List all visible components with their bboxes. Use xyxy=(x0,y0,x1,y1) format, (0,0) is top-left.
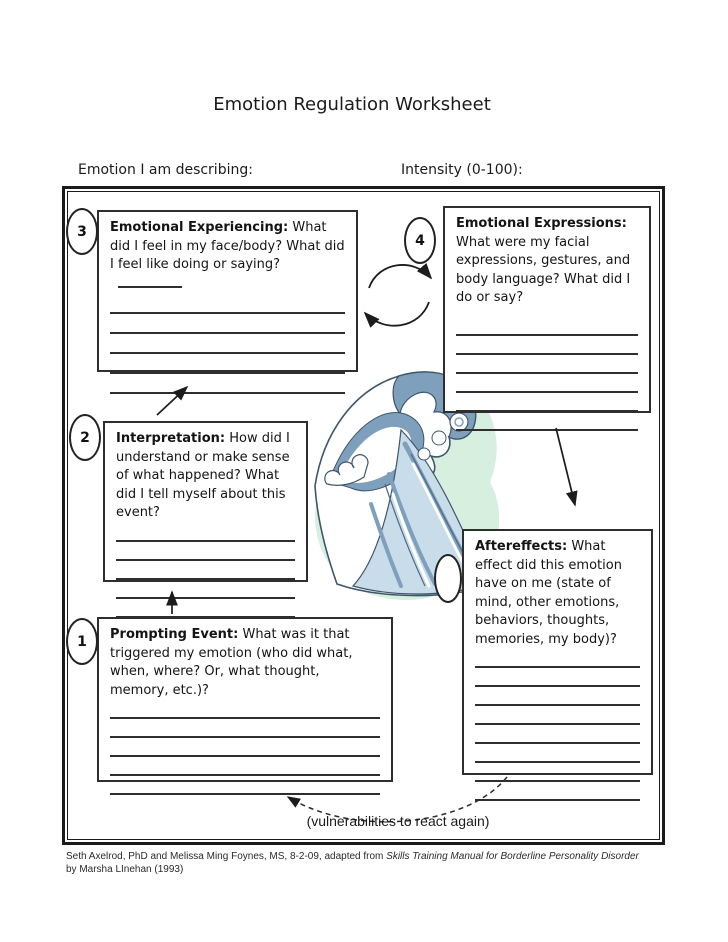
emotional-experiencing-text xyxy=(110,219,345,294)
box-heading: Emotional Expressions: xyxy=(456,216,627,231)
credit-source-title: Skills Training Manual for Borderline Personality Disorder xyxy=(386,851,639,862)
write-line xyxy=(110,314,345,334)
interpretation-text xyxy=(116,430,295,523)
write-lines xyxy=(110,294,345,394)
credit-line-2: by Marsha LInehan (1993) xyxy=(66,864,184,875)
prompting-event-box xyxy=(97,617,393,782)
emotional-expressions-text xyxy=(456,215,638,308)
step-number: 1 xyxy=(77,633,87,650)
step-circle-4 xyxy=(404,217,436,264)
write-line xyxy=(475,668,640,687)
write-line xyxy=(116,542,295,561)
write-line xyxy=(475,649,640,668)
write-line xyxy=(456,393,638,412)
write-line xyxy=(110,776,380,795)
write-line xyxy=(475,725,640,744)
box-heading: Emotional Experiencing: xyxy=(110,220,289,235)
write-line xyxy=(110,354,345,374)
write-line xyxy=(475,782,640,801)
step-number: 2 xyxy=(80,429,90,446)
step-circle-2 xyxy=(69,414,101,461)
aftereffects-text xyxy=(475,538,640,649)
write-line xyxy=(456,317,638,336)
vulnerabilities-note: (vulnerabilities to react again) xyxy=(306,813,490,829)
credit-line-1 xyxy=(66,850,676,863)
write-line xyxy=(110,719,380,738)
write-line xyxy=(110,700,380,719)
write-line xyxy=(116,561,295,580)
write-line xyxy=(475,744,640,763)
write-lines xyxy=(456,317,638,431)
box-prompt: What was it that triggered my emotion (who did what, when, where? Or, what thought, memory, etc.)? xyxy=(110,627,353,698)
write-lines xyxy=(110,700,380,795)
write-line xyxy=(456,374,638,393)
box-prompt: How did I understand or make sense of what happened? What did I tell myself about this event? xyxy=(116,431,290,520)
box-prompt: What effect did this emotion have on me (state of mind, other emotions, behaviors, thoughts, memories, my body)? xyxy=(475,539,622,647)
step-circle-3 xyxy=(66,208,98,255)
write-line xyxy=(110,374,345,394)
inline-write-blank xyxy=(118,275,182,288)
step-circle-1 xyxy=(66,618,98,665)
step-number: 4 xyxy=(415,232,425,249)
intensity-label: Intensity (0-100): xyxy=(401,162,523,178)
box-heading: Prompting Event: xyxy=(110,627,239,642)
credit-prefix: Seth Axelrod, PhD and Melissa Ming Foynes, MS, 8-2-09, adapted from xyxy=(66,851,387,862)
write-line xyxy=(456,336,638,355)
aftereffects-box xyxy=(462,529,653,775)
box-heading: Interpretation: xyxy=(116,431,226,446)
box-prompt: What did I feel in my face/body? What did I feel like doing or saying? xyxy=(110,220,345,272)
write-line xyxy=(475,763,640,782)
write-line xyxy=(116,580,295,599)
interpretation-box xyxy=(103,421,308,582)
emotional-experiencing-box xyxy=(97,210,358,372)
write-line xyxy=(110,294,345,314)
prompting-event-text xyxy=(110,626,380,700)
page-title: Emotion Regulation Worksheet xyxy=(213,94,491,115)
write-line xyxy=(116,599,295,618)
write-line xyxy=(456,412,638,431)
write-line xyxy=(110,738,380,757)
step-number: 3 xyxy=(77,223,87,240)
write-line xyxy=(116,523,295,542)
write-lines xyxy=(116,523,295,618)
step-circle-aftereffects xyxy=(434,554,462,603)
emotional-expressions-box xyxy=(443,206,651,413)
write-line xyxy=(456,355,638,374)
emotion-describing-label: Emotion I am describing: xyxy=(78,162,253,178)
credit-footer xyxy=(66,850,676,876)
box-prompt: What were my facial expressions, gestures, and body language? What did I do or say? xyxy=(456,234,631,305)
write-line xyxy=(475,706,640,725)
write-line xyxy=(475,687,640,706)
write-line xyxy=(110,757,380,776)
write-lines xyxy=(475,649,640,801)
box-heading: Aftereffects: xyxy=(475,539,568,554)
write-line xyxy=(110,334,345,354)
